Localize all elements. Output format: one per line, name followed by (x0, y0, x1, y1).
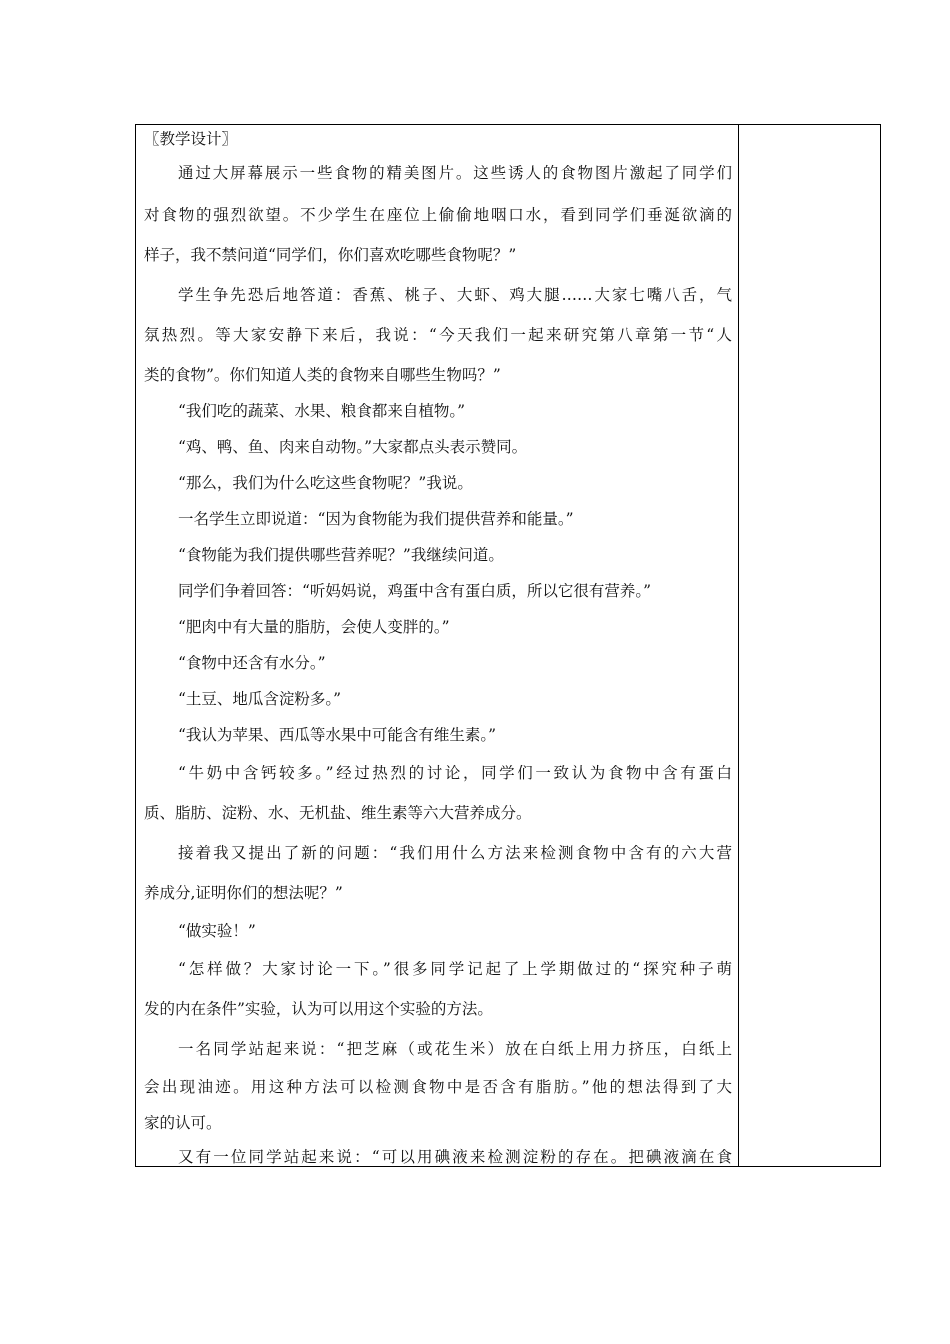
paragraph-line: 通过大屏幕展示一些食物的精美图片。这些诱人的食物图片激起了同学们 (178, 164, 732, 182)
paragraph-line: “那么，我们为什么吃这些食物呢？”我说。 (178, 474, 473, 492)
paragraph-line: “食物能为我们提供哪些营养呢？”我继续问道。 (178, 546, 504, 564)
paragraph-line: “土豆、地瓜含淀粉多。” (178, 690, 342, 708)
paragraph-line: 接着我又提出了新的问题：“我们用什么方法来检测食物中含有的六大营 (178, 844, 732, 862)
paragraph-line: “食物中还含有水分。” (178, 654, 326, 672)
paragraph-line: “我们吃的蔬菜、水果、粮食都来自植物。” (178, 402, 466, 420)
paragraph-line: 类的食物”。你们知道人类的食物来自哪些生物吗？” (144, 366, 501, 384)
paragraph-line: 氛热烈。等大家安静下来后，我说：“今天我们一起来研究第八章第一节“人 (144, 326, 732, 344)
column-divider (738, 125, 739, 1166)
paragraph-line: 学生争先恐后地答道：香蕉、桃子、大虾、鸡大腿……大家七嘴八舌，气 (178, 286, 732, 304)
paragraph-line: “怎样做？大家讨论一下。”很多同学记起了上学期做过的“探究种子萌 (178, 960, 732, 978)
paragraph-line: “肥肉中有大量的脂肪，会使人变胖的。” (178, 618, 450, 636)
section-heading: 〖教学设计〗 (144, 130, 238, 148)
paragraph-line: “我认为苹果、西瓜等水果中可能含有维生素。” (178, 726, 497, 744)
paragraph-line: 一名同学站起来说：“把芝麻（或花生米）放在白纸上用力挤压，白纸上 (178, 1040, 732, 1058)
lesson-table (135, 124, 881, 1167)
paragraph-line: 养成分,证明你们的想法呢？” (144, 884, 343, 902)
paragraph-line: “牛奶中含钙较多。”经过热烈的讨论，同学们一致认为食物中含有蛋白 (178, 764, 732, 782)
paragraph-line: 又有一位同学站起来说：“可以用碘液来检测淀粉的存在。把碘液滴在食 (178, 1148, 732, 1166)
paragraph-line: 家的认可。 (144, 1114, 222, 1132)
paragraph-line: 会出现油迹。用这种方法可以检测食物中是否含有脂肪。”他的想法得到了大 (144, 1078, 732, 1096)
paragraph-line: 质、脂肪、淀粉、水、无机盐、维生素等六大营养成分。 (144, 804, 532, 822)
paragraph-line: 同学们争着回答：“听妈妈说，鸡蛋中含有蛋白质，所以它很有营养。” (178, 582, 652, 600)
paragraph-line: 对食物的强烈欲望。不少学生在座位上偷偷地咽口水，看到同学们垂涎欲滴的 (144, 206, 732, 224)
paragraph-line: 样子，我不禁问道“同学们，你们喜欢吃哪些食物呢？” (144, 246, 517, 264)
paragraph-line: “鸡、鸭、鱼、肉来自动物。”大家都点头表示赞同。 (178, 438, 528, 456)
paragraph-line: 一名学生立即说道：“因为食物能为我们提供营养和能量。” (178, 510, 574, 528)
paragraph-line: 发的内在条件”实验，认为可以用这个实验的方法。 (144, 1000, 493, 1018)
paragraph-line: “做实验！” (178, 922, 256, 940)
